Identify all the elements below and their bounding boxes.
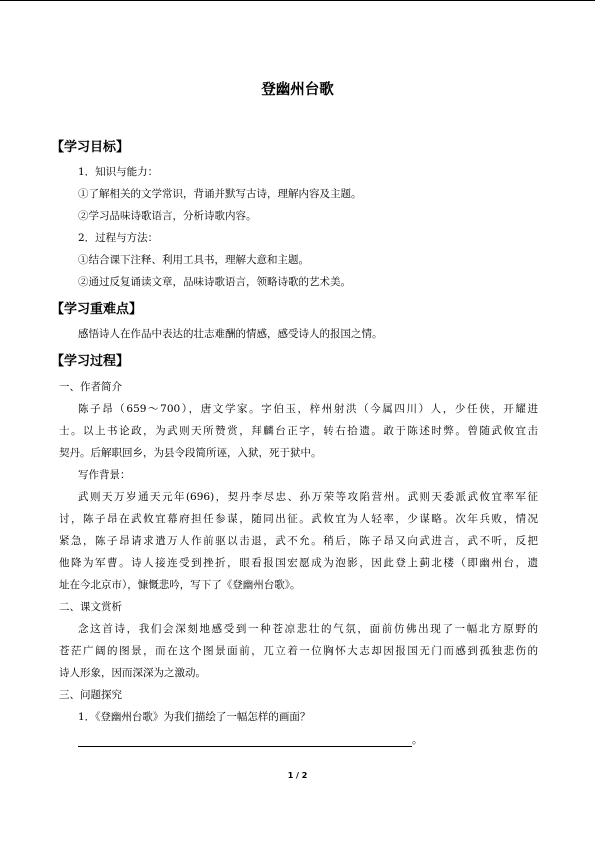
page-number: 1 / 2 bbox=[287, 771, 308, 780]
author-line-1: 陈子昂（659～700），唐文学家。字伯玉，梓州射洪（今属四川）人，少任侠，开耀进 bbox=[78, 403, 538, 415]
background-line-1: 武则天万岁通天元年(696)，契丹李尽忠、孙万荣等攻陷营州。武则天委派武攸宜率军征 bbox=[78, 491, 538, 503]
inquiry-heading: 三、问题探究 bbox=[59, 689, 122, 701]
author-heading: 一、作者简介 bbox=[59, 381, 122, 393]
author-line-2: 士。以上书论政，为武则天所赞赏，拜麟台正字，转右拾遗。敢于陈述时弊。曾随武攸宜击 bbox=[59, 425, 538, 437]
goal-item-1b: ②学习品味诗歌语言，分析诗歌内容。 bbox=[78, 210, 257, 222]
background-line-2: 讨，陈子昂在武攸宜幕府担任参谋，随同出征。武攸宜为人轻率，少谋略。次年兵败，情况 bbox=[59, 513, 538, 525]
page-title: 登幽州台歌 bbox=[261, 82, 334, 98]
key-text: 感悟诗人在作品中表达的壮志难酬的情感，感受诗人的报国之情。 bbox=[78, 328, 383, 340]
background-line-5: 址在今北京市），慷慨悲吟，写下了《登幽州台歌》。 bbox=[59, 579, 301, 591]
appreciation-heading: 二、课文赏析 bbox=[59, 601, 122, 613]
answer-blank bbox=[78, 736, 412, 747]
background-line-3: 紧急，陈子昂请求遣万人作前驱以击退，武不允。稍后，陈子昂又向武进言，武不听，反把 bbox=[59, 535, 538, 547]
background-line-4: 他降为军曹。诗人接连受到挫折，眼看报国宏愿成为泡影，因此登上蓟北楼（即幽州台，遗 bbox=[59, 557, 538, 569]
answer-period: 。 bbox=[412, 734, 423, 746]
goal-item-2: 2．过程与方法： bbox=[78, 232, 159, 244]
appreciation-line-2: 苍茫广阔的图景，而在这个图景面前，兀立着一位胸怀大志却因报国无门而感到孤独悲伤的 bbox=[59, 645, 538, 657]
appreciation-line-3: 诗人形象，因而深深为之激动。 bbox=[59, 667, 206, 679]
appreciation-line-1: 念这首诗，我们会深刻地感受到一种苍凉悲壮的气氛，面前仿佛出现了一幅北方原野的 bbox=[78, 623, 538, 635]
section-heading-goals: 【学习目标】 bbox=[51, 140, 130, 155]
goal-item-2b: ②通过反复诵读文章，品味诗歌语言，领略诗歌的艺术美。 bbox=[78, 276, 351, 288]
section-heading-process: 【学习过程】 bbox=[51, 354, 130, 369]
answer-line bbox=[78, 734, 423, 747]
section-heading-key: 【学习重难点】 bbox=[51, 302, 143, 317]
goal-item-2a: ①结合课下注释、利用工具书，理解大意和主题。 bbox=[78, 254, 309, 266]
author-line-3: 契丹。后解职回乡，为县令段简所诬，入狱，死于狱中。 bbox=[59, 447, 322, 459]
goal-item-1: 1．知识与能力： bbox=[78, 166, 159, 178]
background-label: 写作背景： bbox=[78, 469, 131, 481]
goal-item-1a: ①了解相关的文学常识，背诵并默写古诗，理解内容及主题。 bbox=[78, 188, 362, 200]
inquiry-question-1: 1．《登幽州台歌》为我们描绘了一幅怎样的画面？ bbox=[78, 711, 311, 723]
